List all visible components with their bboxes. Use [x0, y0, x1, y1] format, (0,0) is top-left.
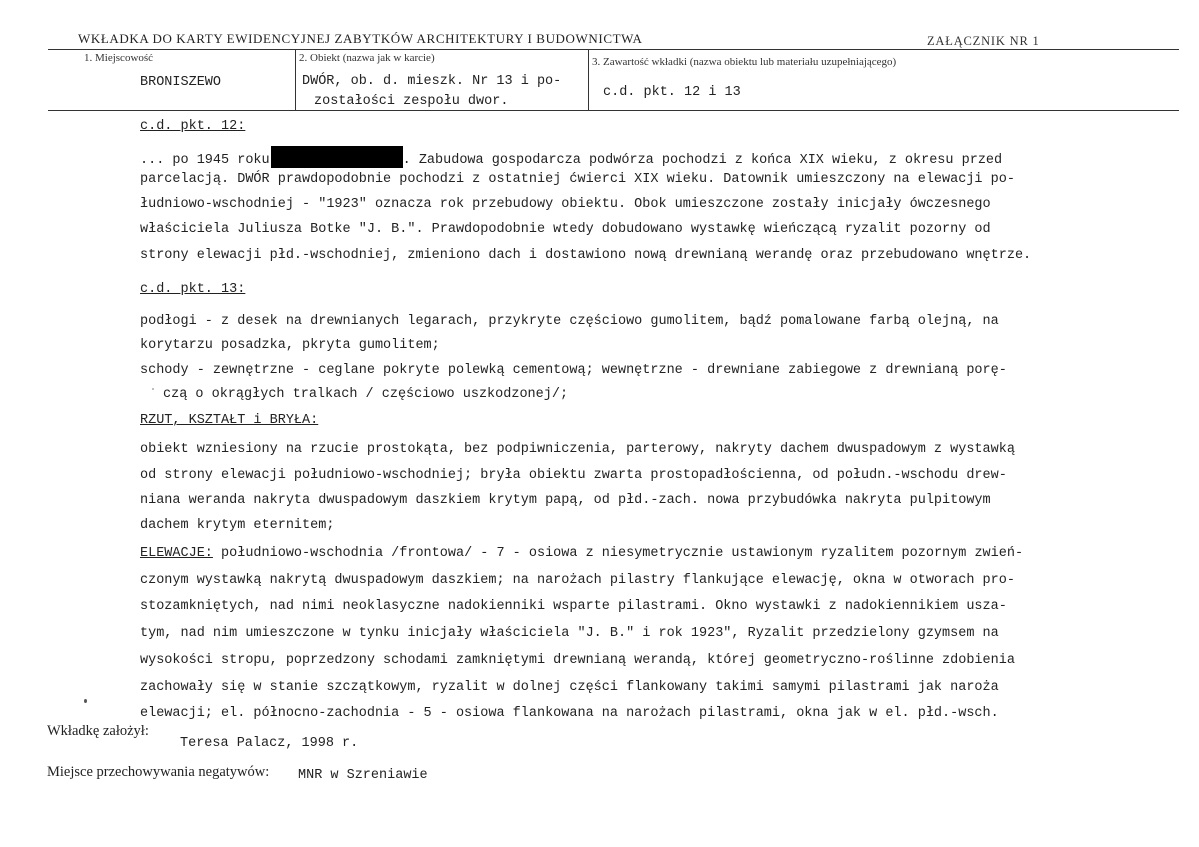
- body-line: schody - zewnętrzne - ceglane pokryte polewką cementową; wewnętrzne - drewniane zabiegowe z drewnianą porę-: [140, 363, 1007, 378]
- body-line-segment: ... po 1945 roku: [140, 153, 270, 168]
- body-line: niana weranda nakryta dwuspadowym daszkiem krytym papą, od płd.-zach. nowa przybudówka nakryta pulpitowym: [140, 493, 991, 508]
- header-divider-1: [295, 49, 296, 111]
- body-line: tym, nad nim umieszczone w tynku inicjały właściciela "J. B." i rok 1923", Ryzalit przedzielony gzymsem na: [140, 626, 999, 641]
- object-label: 2. Obiekt (nazwa jak w karcie): [299, 52, 435, 64]
- redaction-box: [271, 146, 403, 168]
- body-line: korytarzu posadzka, pkryta gumolitem;: [140, 338, 440, 353]
- header-top-rule: [48, 49, 1179, 50]
- body-line-segment: południowo-wschodnia /frontowa/ - 7 - osiowa z niesymetrycznie ustawionym ryzalitem pozornym zwień-: [212, 546, 1024, 561]
- body-line: stozamkniętych, nad nimi neoklasyczne nadokienniki wsparte pilastrami. Okno wystawki z nadokiennikiem usza-: [140, 599, 1007, 614]
- author-label: Wkładkę założył:: [47, 723, 149, 739]
- body-line: czą o okrągłych tralkach / częściowo uszkodzonej/;: [163, 387, 569, 402]
- scan-speck: [84, 699, 87, 703]
- body-line: obiekt wzniesiony na rzucie prostokąta, bez podpiwniczenia, parterowy, nakryty dachem dwuspadowym z wystawką: [140, 442, 1015, 457]
- body-line: zachowały się w stanie szczątkowym, ryzalit w dolnej części flankowany takimi samymi pilastrami jak naroża: [140, 680, 999, 695]
- section-heading-elewacje: ELEWACJE:: [140, 546, 213, 561]
- author-value: Teresa Palacz, 1998 r.: [180, 736, 359, 751]
- header-divider-2: [588, 49, 589, 111]
- body-line: parcelacją. DWÓR prawdopodobnie pochodzi z ostatniej ćwierci XIX wieku. Datownik umieszczony na elewacji po-: [140, 172, 1015, 187]
- object-value-line-2: zostałości zespołu dwor.: [314, 94, 509, 109]
- body-line: łudniowo-wschodniej - "1923" oznacza rok przebudowy obiektu. Obok umieszczone zostały inicjały ówczesnego: [140, 197, 991, 212]
- object-value-line-1: DWÓR, ob. d. mieszk. Nr 13 i po-: [302, 74, 562, 89]
- section-heading-pkt13: c.d. pkt. 13:: [140, 282, 246, 297]
- body-line: strony elewacji płd.-wschodniej, zmieniono dach i dostawiono nową drewnianą werandę oraz przebudowano wnętrze.: [140, 248, 1032, 263]
- body-line: [140, 545, 1023, 563]
- body-line: wysokości stropu, poprzedzony schodami zamkniętymi drewnianą werandą, której geometryczno-roślinne zdobienia: [140, 653, 1015, 668]
- contents-label: 3. Zawartość wkładki (nazwa obiektu lub materiału uzupełniającego): [592, 56, 897, 68]
- body-line: dachem krytym eternitem;: [140, 518, 335, 533]
- section-heading-pkt12: c.d. pkt. 12:: [140, 119, 246, 134]
- negatives-label: Miejsce przechowywania negatywów:: [47, 764, 270, 780]
- scan-speck: [152, 388, 154, 390]
- annex-number: ZAŁĄCZNIK NR 1: [927, 34, 1040, 48]
- body-line: podłogi - z desek na drewnianych legarach, przykryte częściowo gumolitem, bądź pomalowane farbą olejną, na: [140, 314, 999, 329]
- body-line: od strony elewacji południowo-wschodniej; bryła obiektu zwarta prostopadłościenna, od połudn.-wschodu drew-: [140, 468, 1007, 483]
- locality-value: BRONISZEWO: [140, 75, 222, 90]
- body-line: [140, 146, 1002, 170]
- section-heading-rzut: RZUT, KSZTAŁT i BRYŁA:: [140, 413, 319, 428]
- locality-label: 1. Miejscowość: [84, 52, 154, 64]
- body-line-segment: . Zabudowa gospodarcza podwórza pochodzi z końca XIX wieku, z okresu przed: [402, 153, 1003, 168]
- body-line: czonym wystawką nakrytą dwuspadowym daszkiem; na narożach pilastry flankujące elewację, okna w otworach pro-: [140, 573, 1015, 588]
- body-line: właściciela Juliusza Botke "J. B.". Prawdopodobnie wtedy dobudowano wystawkę wieńczącą ryzalit pozorny od: [140, 222, 991, 237]
- document-title: WKŁADKA DO KARTY EWIDENCYJNEJ ZABYTKÓW ARCHITEKTURY I BUDOWNICTWA: [78, 31, 643, 46]
- header-bottom-rule: [48, 110, 1179, 111]
- contents-value: c.d. pkt. 12 i 13: [603, 85, 741, 100]
- body-line: elewacji; el. północno-zachodnia - 5 - osiowa flankowana na narożach pilastrami, okna jak w el. płd.-wsch.: [140, 706, 999, 721]
- negatives-value: MNR w Szreniawie: [298, 768, 428, 783]
